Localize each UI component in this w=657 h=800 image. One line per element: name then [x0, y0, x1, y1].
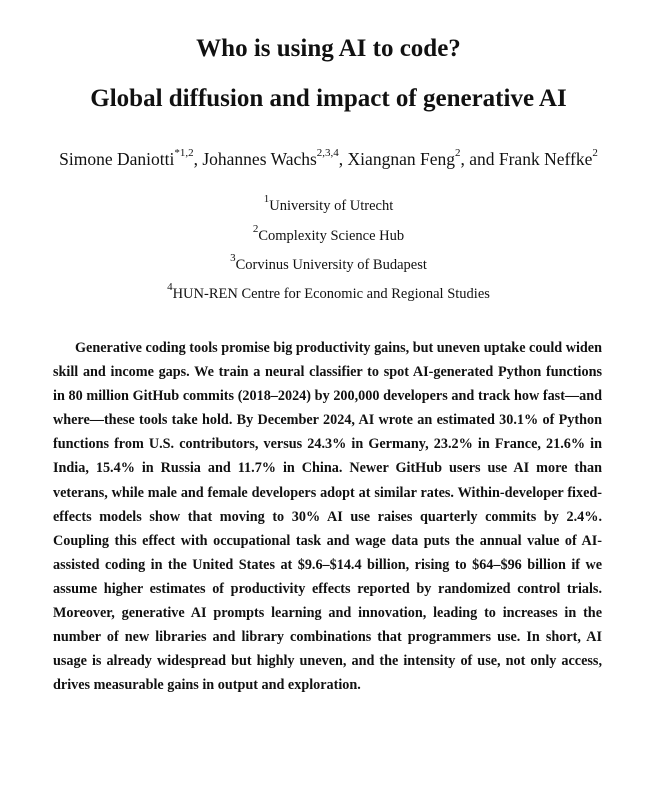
author-name: Simone Daniotti — [59, 149, 175, 169]
paper-title-line-2: Global diffusion and impact of generative AI — [90, 85, 567, 112]
author — [59, 149, 202, 169]
author — [202, 149, 347, 169]
affiliation-number: 1 — [263, 193, 270, 206]
author-affiliation-marks: *1,2 — [174, 147, 194, 160]
affiliation-name: HUN-REN Centre for Economic and Regional Studies — [172, 286, 490, 302]
affiliation-name: Corvinus University of Budapest — [235, 257, 427, 273]
affiliation-name: Complexity Science Hub — [258, 228, 405, 244]
author-separator: , — [338, 149, 348, 169]
affiliation — [0, 281, 657, 304]
author — [348, 149, 499, 169]
author-affiliation-marks: 2 — [592, 147, 598, 160]
affiliation — [0, 193, 657, 216]
author — [499, 149, 598, 169]
abstract: Generative coding tools promise big productivity gains, but uneven uptake could widen skill and income gaps. We train a neural classifier to spot AI-generated Python functions in 80 million GitHub commits (2018–2024) by 200,000 developers and track how fast—and where—these tools take hold. By December 2024, AI wrote an estimated 30.1% of Python functions from U.S. contributors, versus 24.3% in Germany, 23.2% in France, 21.6% in India, 15.4% in Russia and 11.7% in China. Newer GitHub users use AI more than veterans, while male and female developers adopt at similar rates. Within-developer fixed-effects models show that moving to 30% AI use raises quarterly commits by 2.4%. Coupling this effect with occupational task and wage data puts the annual value of AI-assisted coding in the United States at $9.6–$14.4 billion, rising to $64–$96 billion if we assume higher estimates of productivity effects reported by randomized control trials. Moreover, generative AI prompts learning and innovation, leading to increases in the number of new libraries and library combinations that programmers use. In short, AI usage is already widespread but highly uneven, and the intensity of use, not only access, drives measurable gains in output and exploration. — [53, 340, 602, 694]
author-name: Frank Neffke — [498, 149, 593, 169]
author-affiliation-marks: 2 — [454, 147, 461, 160]
author-list — [0, 147, 657, 171]
affiliation — [0, 252, 657, 275]
author-name: Johannes Wachs — [202, 149, 317, 169]
affiliation-number: 3 — [230, 252, 236, 265]
affiliation-number: 4 — [167, 281, 173, 294]
affiliation — [0, 223, 657, 246]
author-separator: , and — [460, 149, 499, 169]
affiliation-number: 2 — [252, 223, 259, 236]
affiliation-name: University of Utrecht — [269, 198, 394, 214]
author-affiliation-marks: 2,3,4 — [316, 147, 339, 160]
author-separator: , — [193, 149, 203, 169]
author-name: Xiangnan Feng — [347, 149, 455, 169]
paper-title-line-1: Who is using AI to code? — [196, 35, 461, 62]
